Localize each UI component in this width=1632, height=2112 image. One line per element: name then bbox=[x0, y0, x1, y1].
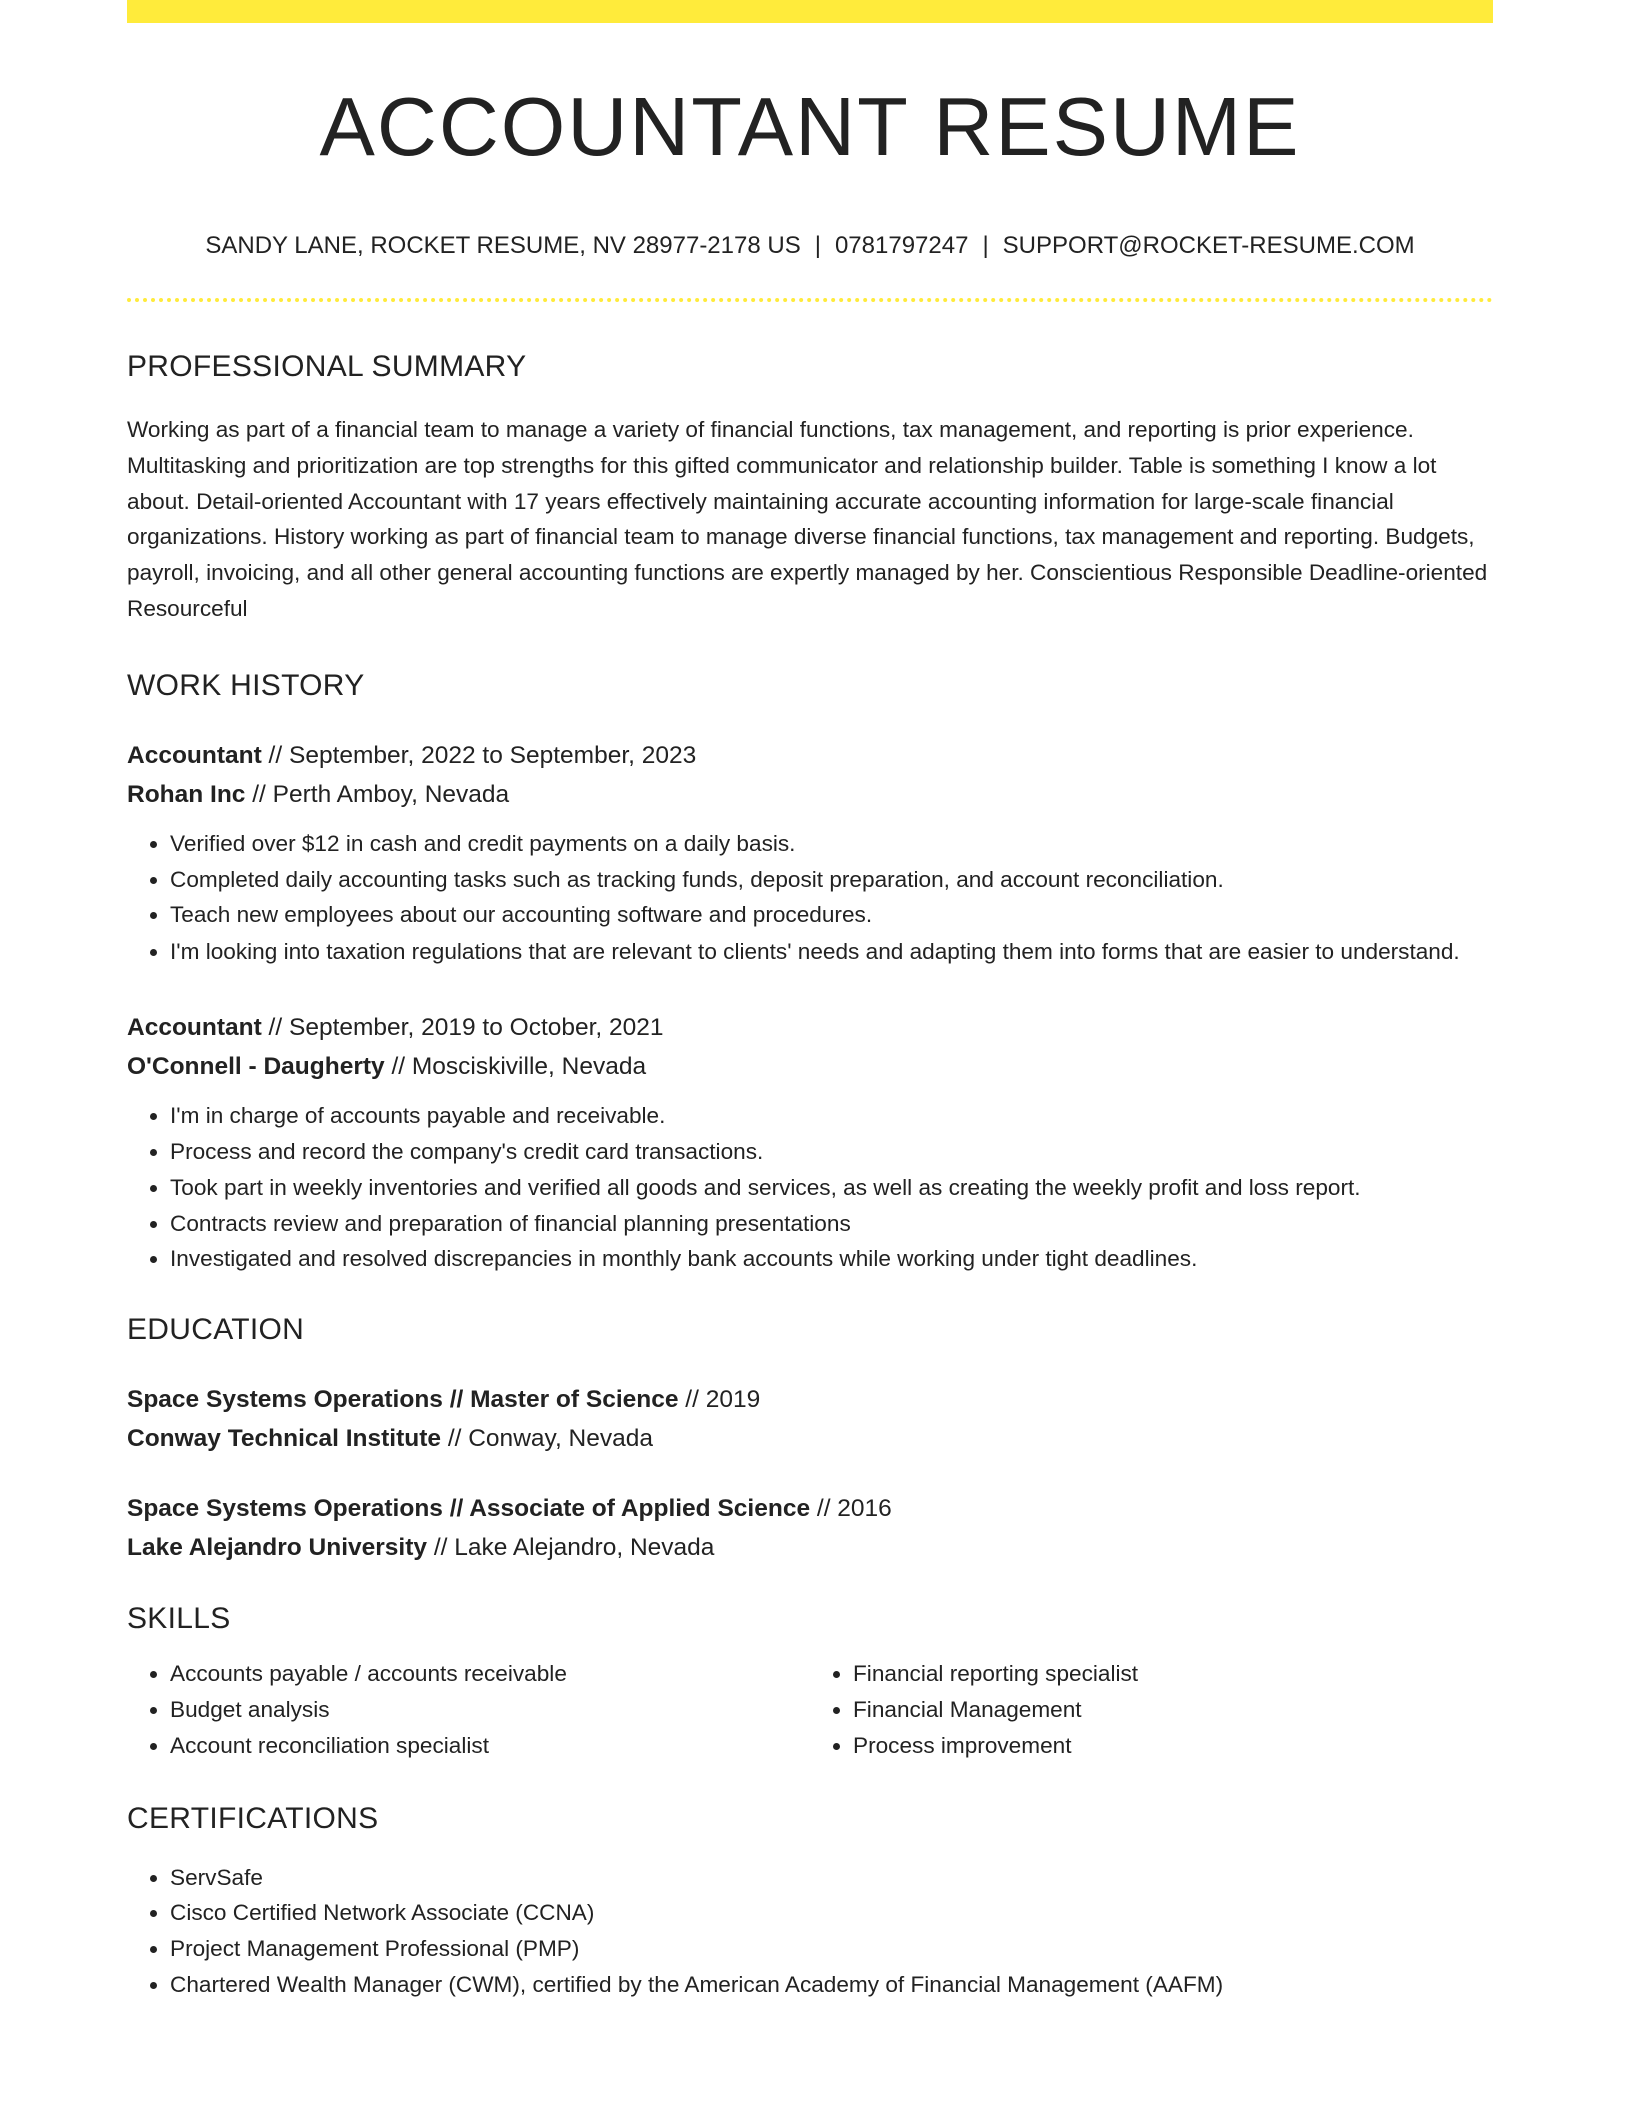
job-bullet: • Investigated and resolved discrepancies in monthly bank accounts while working under tight deadlines. bbox=[170, 1241, 1493, 1277]
job-bullet: • I'm looking into taxation regulations that are relevant to clients' needs and adapting them into forms that are easier to understand. bbox=[170, 933, 1493, 970]
job-dates: // September, 2019 to October, 2021 bbox=[261, 1014, 664, 1042]
skills-columns bbox=[127, 1656, 1493, 1763]
job-company-line bbox=[127, 775, 1493, 814]
degree-year: // 2019 bbox=[678, 1386, 761, 1414]
resume-page bbox=[127, 0, 1493, 2003]
top-accent-bar bbox=[127, 0, 1493, 23]
skill-item: • Process improvement bbox=[853, 1728, 1493, 1764]
summary-text: Working as part of a financial team to manage a variety of financial functions, tax management, and reporting is prior experience. Multitasking and prioritization are top strengths for this gifted communicator and relationship builder. Table is something I know a lot about. Detail-oriented Accountant with 17 years effectively maintaining accurate accounting information for large-scale financial organizations. History working as part of financial team to manage diverse financial functions, tax management and reporting. Budgets, payroll, invoicing, and all other general accounting functions are expertly managed by her. Conscientious Responsible Deadline-oriented Resourceful bbox=[127, 417, 1488, 621]
job-bullet: • Teach new employees about our accounting software and procedures. bbox=[170, 897, 1493, 933]
job-bullets bbox=[127, 826, 1493, 970]
job-entry bbox=[127, 736, 1493, 970]
skills-list-right bbox=[810, 1656, 1493, 1763]
skills-section bbox=[127, 1604, 1493, 1763]
job-location: // Perth Amboy, Nevada bbox=[245, 780, 510, 808]
skill-item: • Budget analysis bbox=[170, 1692, 810, 1728]
degree: Space Systems Operations // Master of Science bbox=[127, 1386, 679, 1414]
job-bullet: • Took part in weekly inventories and verified all goods and services, as well as creating the weekly profit and loss report. bbox=[170, 1170, 1493, 1206]
work-history-section bbox=[127, 668, 1493, 1277]
job-bullet: • Completed daily accounting tasks such as tracking funds, deposit preparation, and account reconciliation. bbox=[170, 862, 1493, 898]
work-history-heading: WORK HISTORY bbox=[127, 668, 365, 702]
certification-item: • Cisco Certified Network Associate (CCNA) bbox=[170, 1895, 1493, 1931]
contact-email: SUPPORT@ROCKET-RESUME.COM bbox=[1002, 232, 1415, 259]
job-bullet: • Contracts review and preparation of financial planning presentations bbox=[170, 1206, 1493, 1242]
certification-item: • ServSafe bbox=[170, 1860, 1493, 1896]
job-bullet: • Verified over $12 in cash and credit payments on a daily basis. bbox=[170, 826, 1493, 862]
job-title: Accountant bbox=[127, 741, 262, 769]
skills-list-left bbox=[127, 1656, 810, 1763]
education-entry bbox=[127, 1489, 1493, 1567]
certification-item: • Project Management Professional (PMP) bbox=[170, 1931, 1493, 1967]
job-location: // Mosciskiville, Nevada bbox=[384, 1053, 647, 1081]
certifications-heading: CERTIFICATIONS bbox=[127, 1801, 379, 1835]
job-title-line bbox=[127, 1008, 1493, 1047]
school-line bbox=[127, 1528, 1493, 1567]
job-title: Accountant bbox=[127, 1014, 262, 1042]
degree-line bbox=[127, 1380, 1493, 1419]
contact-line bbox=[127, 234, 1493, 258]
job-company-line bbox=[127, 1047, 1493, 1086]
contact-separator: | bbox=[814, 232, 821, 259]
job-title-line bbox=[127, 736, 1493, 775]
contact-address: SANDY LANE, ROCKET RESUME, NV 28977-2178 US bbox=[205, 232, 801, 259]
school-line bbox=[127, 1419, 1493, 1458]
job-bullet: • I'm in charge of accounts payable and receivable. bbox=[170, 1098, 1493, 1134]
skill-item: • Account reconciliation specialist bbox=[170, 1728, 810, 1764]
skill-item: • Financial Management bbox=[853, 1692, 1493, 1728]
certification-item: • Chartered Wealth Manager (CWM), certified by the American Academy of Financial Management (AAFM) bbox=[170, 1967, 1493, 2003]
resume-title: ACCOUNTANT RESUME bbox=[319, 80, 1301, 173]
certifications-section bbox=[127, 1801, 1493, 2003]
school-location: // Lake Alejandro, Nevada bbox=[427, 1534, 715, 1562]
job-bullets bbox=[127, 1098, 1493, 1277]
dotted-divider bbox=[127, 298, 1493, 302]
job-bullet: • Process and record the company's credit card transactions. bbox=[170, 1134, 1493, 1170]
education-section bbox=[127, 1315, 1493, 1567]
degree-year: // 2016 bbox=[810, 1495, 892, 1523]
certifications-list bbox=[127, 1860, 1493, 2003]
school: Lake Alejandro University bbox=[127, 1534, 428, 1562]
degree: Space Systems Operations // Associate of Applied Science bbox=[127, 1495, 811, 1523]
skills-heading: SKILLS bbox=[127, 1602, 231, 1636]
degree-line bbox=[127, 1489, 1493, 1528]
job-dates: // September, 2022 to September, 2023 bbox=[261, 741, 697, 769]
education-entry bbox=[127, 1380, 1493, 1458]
job-company: O'Connell - Daugherty bbox=[127, 1053, 385, 1081]
summary-heading: PROFESSIONAL SUMMARY bbox=[127, 350, 527, 383]
school: Conway Technical Institute bbox=[127, 1425, 442, 1453]
job-entry bbox=[127, 1008, 1493, 1277]
school-location: // Conway, Nevada bbox=[441, 1425, 653, 1453]
skill-item: • Accounts payable / accounts receivable bbox=[170, 1656, 810, 1692]
contact-phone: 0781797247 bbox=[834, 232, 969, 259]
job-company: Rohan Inc bbox=[127, 780, 246, 808]
education-heading: EDUCATION bbox=[127, 1313, 305, 1347]
summary-section bbox=[127, 352, 1493, 627]
skill-item: • Financial reporting specialist bbox=[853, 1656, 1493, 1692]
contact-separator: | bbox=[982, 232, 989, 259]
